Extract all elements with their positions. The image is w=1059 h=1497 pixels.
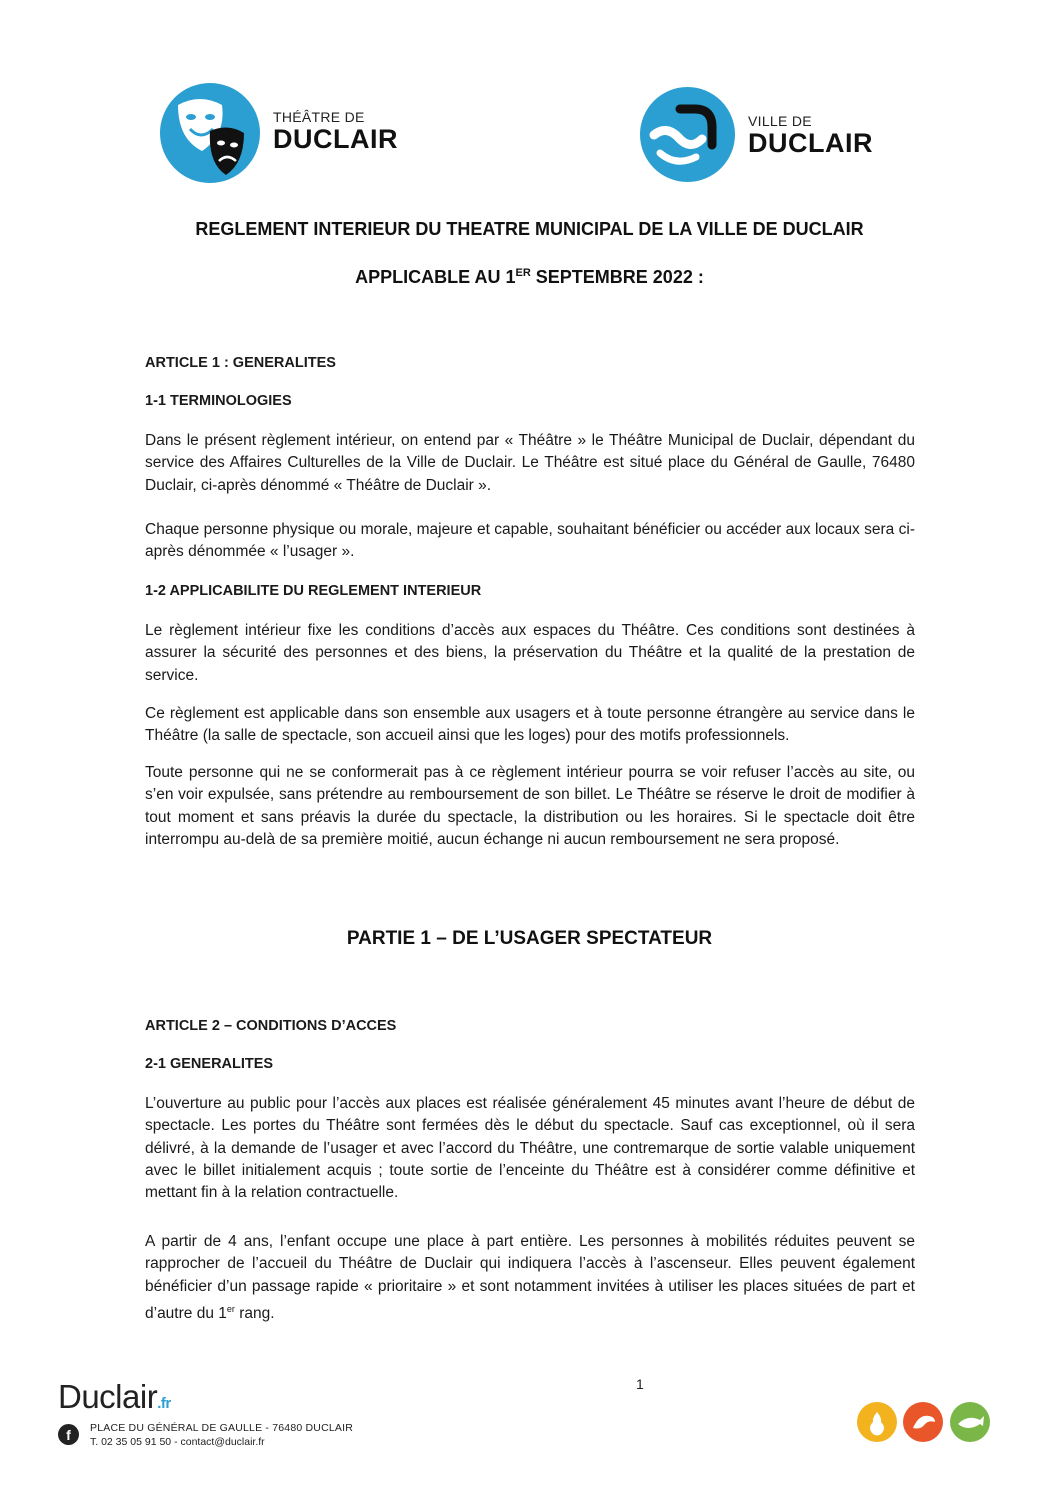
footer-brand-name: Duclair bbox=[58, 1378, 158, 1415]
theatre-logo bbox=[160, 83, 420, 183]
section-1-1-heading: 1-1 TERMINOLOGIES bbox=[145, 393, 292, 409]
section-1-2-paragraph-2: Ce règlement est applicable dans son ensemble aux usagers et à toute personne étrangère au service dans le Théâtre (la salle de spectacle, son accueil ainsi que les loges) pour des motifs professionnels. bbox=[145, 705, 915, 745]
theatre-masks-icon bbox=[160, 83, 260, 183]
document-title-line1: REGLEMENT INTERIEUR DU THEATRE MUNICIPAL DE LA VILLE DE DUCLAIR bbox=[195, 219, 864, 239]
ville-logo bbox=[640, 87, 900, 182]
section-1-2-paragraph-3: Toute personne qui ne se conformerait pas à ce règlement intérieur pourra se voir refuser l’accès au site, ou s’en voir expulsée, sans prétendre au remboursement de son billet. Le Théâtre se réserve le droit de modifier à tout moment et sans préavis la durée du spectacle, la distribution ou les horaires. Si le spectacle doit être interrompu au-delà de sa première moitié, aucun échange ni aucun remboursement ne sera proposé. bbox=[145, 764, 915, 848]
bird-badge-icon bbox=[903, 1402, 943, 1442]
ville-logo-line1: VILLE DE bbox=[748, 113, 812, 129]
section-2-1-heading: 2-1 GENERALITES bbox=[145, 1056, 274, 1072]
section-2-1-paragraph-2-text: A partir de 4 ans, l’enfant occupe une place à part entière. Les personnes à mobilités réduites peuvent se rapprocher de l’accueil du Théâtre de Duclair qui indiquera l’accès à l’ascenseur. Elles peuvent également bénéficier d’un passage rapide « prioritaire » et sont notamment invitées à utiliser les places situées de part et d’autre du 1 bbox=[145, 1233, 915, 1322]
pear-badge-icon bbox=[857, 1402, 897, 1442]
theatre-logo-line2: DUCLAIR bbox=[273, 124, 398, 154]
theatre-logo-line1: THÉÂTRE DE bbox=[273, 109, 365, 125]
title-date-superscript: ER bbox=[515, 267, 531, 279]
section-1-1-paragraph-1: Dans le présent règlement intérieur, on entend par « Théâtre » le Théâtre Municipal de Duclair, dépendant du service des Affaires Culturelles de la Ville de Duclair. Le Théâtre est situé place du Général de Gaulle, 76480 Duclair, ci-après dénommé « Théâtre de Duclair ». bbox=[145, 432, 915, 494]
rank-superscript: er bbox=[226, 1303, 235, 1314]
ville-duclair-emblem-icon bbox=[640, 87, 735, 182]
section-1-2-heading: 1-2 APPLICABILITE DU REGLEMENT INTERIEUR bbox=[145, 583, 482, 599]
section-2-1-paragraph-2 bbox=[145, 1231, 915, 1325]
document-title-line2 bbox=[0, 267, 1059, 288]
section-2-1-paragraph-2-end: rang. bbox=[234, 1304, 275, 1322]
section-2-1-paragraph-1: L’ouverture au public pour l’accès aux places est réalisée généralement 45 minutes avant l’heure de début de spectacle. Les portes du Théâtre sont fermées dès le début du spectacle. Sauf cas exceptionnel, où il sera délivré, à la demande de l’usager et avec l’accord du Théâtre, une contremarque de sortie valable uniquement avec le billet initialement acquis ; toute sortie de l’enceinte du Théâtre est à considérer comme définitive et mettant fin à la relation contractuelle. bbox=[145, 1095, 915, 1202]
section-1-2-paragraph-1: Le règlement intérieur fixe les conditions d’accès aux espaces du Théâtre. Ces conditions sont destinées à assurer la sécurité des personnes et des biens, la préservation du Théâtre et la qualité de la prestation de service. bbox=[145, 622, 915, 684]
title-date-prefix: APPLICABLE AU 1 bbox=[355, 267, 516, 287]
footer-brand-suffix: .fr bbox=[157, 1395, 171, 1412]
section-1-1-paragraph-2: Chaque personne physique ou morale, majeure et capable, souhaitant bénéficier ou accéder aux locaux sera ci-après dénommée « l’usager ». bbox=[145, 521, 915, 561]
ville-logo-line2: DUCLAIR bbox=[748, 128, 873, 158]
footer-address: PLACE DU GÉNÉRAL DE GAULLE - 76480 DUCLAIR bbox=[90, 1422, 354, 1434]
footer-brand bbox=[58, 1378, 171, 1416]
theatre-logo-circle bbox=[160, 83, 260, 183]
fish-badge-icon bbox=[950, 1402, 990, 1442]
article-1-heading: ARTICLE 1 : GENERALITES bbox=[145, 355, 336, 371]
title-date-suffix: SEPTEMBRE 2022 : bbox=[530, 267, 704, 287]
part-1-title: PARTIE 1 – DE L’USAGER SPECTATEUR bbox=[346, 928, 713, 949]
facebook-icon: f bbox=[58, 1424, 79, 1445]
page-number: 1 bbox=[636, 1376, 644, 1392]
footer-contact: T. 02 35 05 91 50 - contact@duclair.fr bbox=[90, 1436, 265, 1448]
ville-logo-circle bbox=[640, 87, 735, 182]
article-2-heading: ARTICLE 2 – CONDITIONS D’ACCES bbox=[145, 1018, 397, 1034]
